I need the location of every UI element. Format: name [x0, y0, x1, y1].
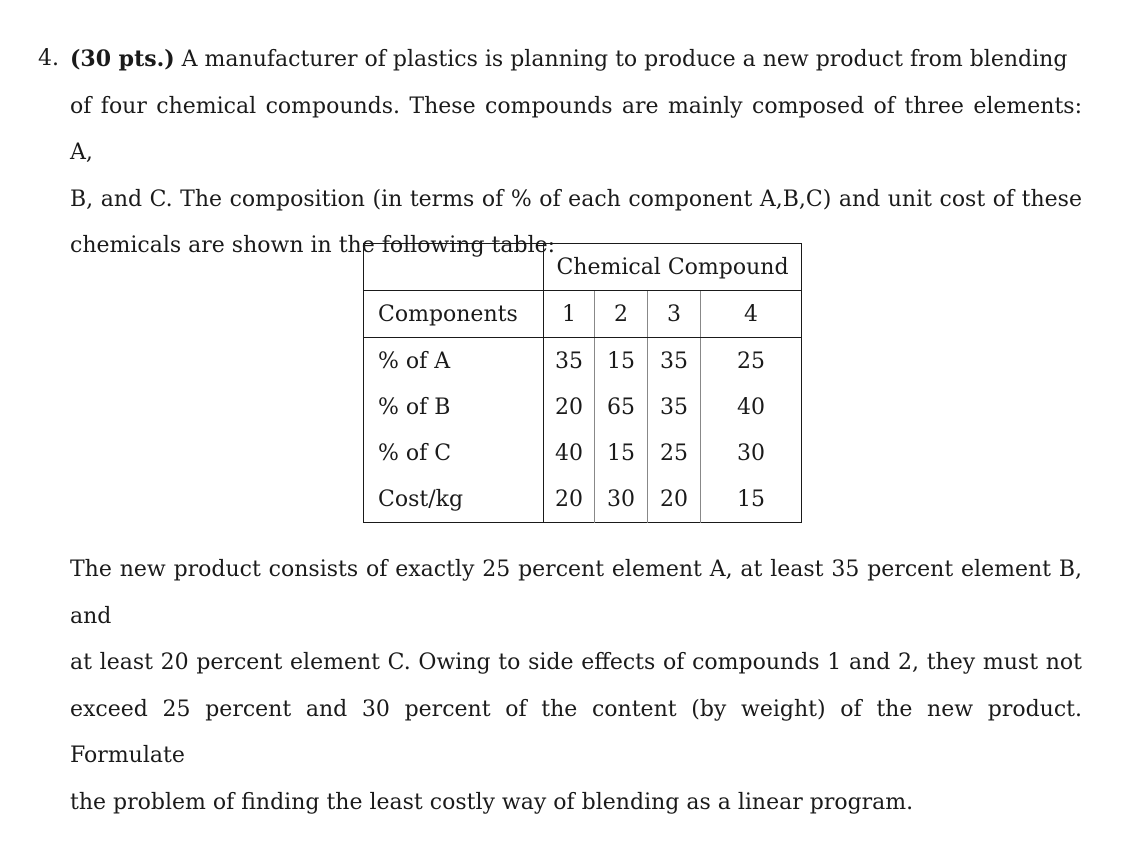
closing-line-4: the problem of finding the least costly way of blending as a linear program. [70, 789, 914, 815]
closing-line-1: The new product consists of exactly 25 percent element A, at least 35 percent element B, and [70, 557, 1082, 629]
composition-table [363, 243, 802, 523]
intro-line-1-text: A manufacturer of plastics is planning to produce a new product from blending [174, 47, 1068, 72]
compound-header: 4 [701, 291, 802, 338]
table-row [364, 384, 802, 430]
compound-header: 1 [544, 291, 595, 338]
table-cell: 35 [648, 338, 701, 385]
table-row-label: % of B [378, 394, 451, 420]
table-row [364, 338, 802, 385]
closing-line-2: at least 20 percent element C. Owing to side effects of compounds 1 and 2, they must not [70, 650, 1082, 675]
table-cell: 35 [648, 384, 701, 430]
table-cell: 35 [544, 338, 595, 385]
table-row-label: % of A [378, 348, 451, 374]
table-cell: 25 [701, 338, 802, 385]
table-column-header-row [364, 291, 802, 338]
table-row-label: Cost/kg [378, 486, 464, 512]
table-cell: 20 [544, 384, 595, 430]
table-row [364, 476, 802, 523]
intro-line-4: chemicals are shown in the following table: [70, 233, 556, 258]
composition-table-wrapper [363, 243, 802, 523]
problem-number: 4. [38, 46, 59, 71]
table-cell: 40 [701, 384, 802, 430]
table-group-header: Chemical Compound [544, 244, 802, 291]
table-cell: 30 [701, 430, 802, 476]
problem-intro [70, 36, 1082, 270]
intro-line-2: of four chemical compounds. These compounds are mainly composed of three elements: A, [70, 93, 1082, 165]
table-row-label: % of C [378, 440, 452, 466]
intro-line-1 [70, 36, 1082, 84]
table-cell: 20 [648, 476, 701, 523]
closing-line-3: exceed 25 percent and 30 percent of the content (by weight) of the new product. Formulate [70, 696, 1082, 768]
table-cell: 30 [595, 476, 648, 523]
table-row-header-label: Components [364, 291, 544, 338]
points-label: (30 pts.) [70, 46, 175, 72]
intro-line-3: B, and C. The composition (in terms of % of each component A,B,C) and unit cost of these [70, 186, 1082, 212]
problem-closing [70, 547, 1082, 826]
table-cell: 25 [648, 430, 701, 476]
compound-header: 2 [595, 291, 648, 338]
table-cell: 15 [595, 430, 648, 476]
table-corner-cell [364, 244, 544, 291]
table-cell: 40 [544, 430, 595, 476]
table-row [364, 430, 802, 476]
table-cell: 15 [701, 476, 802, 523]
table-group-header-row [364, 244, 802, 291]
table-cell: 65 [595, 384, 648, 430]
compound-header: 3 [648, 291, 701, 338]
table-cell: 20 [544, 476, 595, 523]
table-cell: 15 [595, 338, 648, 385]
